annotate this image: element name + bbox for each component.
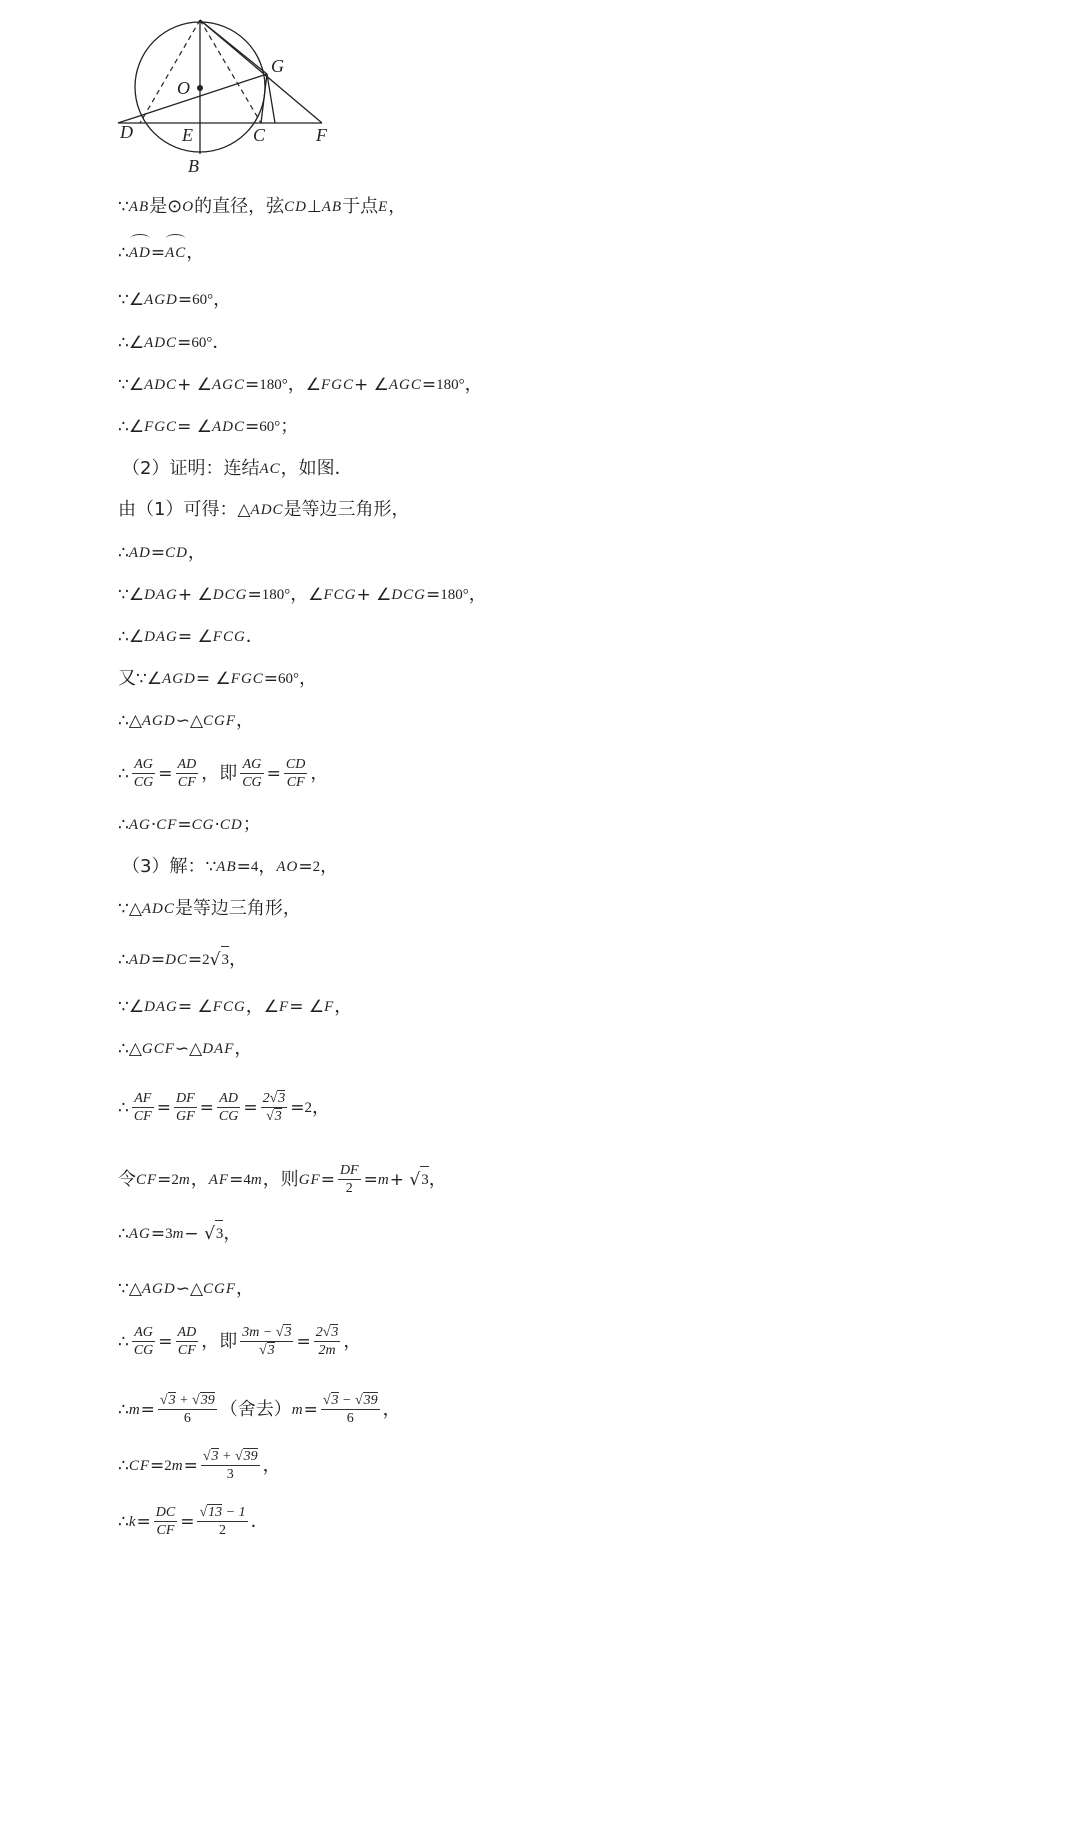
solution-line-6: （2）证明：连结 AC ，如图． [122, 458, 353, 479]
label-c: C [253, 125, 266, 145]
segment-dg [118, 74, 267, 123]
solution-line-0: ∵ AB 是⊙ O 的直径，弦 CD ⊥ AB 于点 E ， [118, 196, 407, 217]
solution-line-2: ∵∠ AGD = 60° ， [118, 289, 232, 310]
solution-line-14: ∴ AG · CF = CG · CD ； [118, 814, 261, 835]
solution-line-7: 由（1）可得： △ ADC 是等边三角形， [118, 499, 410, 520]
segment-gc [261, 74, 267, 123]
solution-line-18: ∵∠ DAG = ∠ FCG ， ∠ F = ∠ F ， [118, 996, 353, 1017]
solution-line-9: ∵∠ DAG + ∠ DCG = 180° ， ∠ FCG + ∠ DCG = 180° ， [118, 584, 487, 605]
solution-line-26: ∴ CF = 2 m = $\frac{√3 + √39}{3}$ ， [118, 1449, 281, 1482]
solution-line-17: ∴ AD = DC = 2 √ 3 ， [118, 946, 247, 973]
solution-line-24: ∴ $\frac{AG}{CG}$ = $\frac{AD}{CF}$ ，即 $\frac{3m - √3}{√3}$ = $\frac{2√3}{2m}$ ， [118, 1325, 362, 1358]
solution-line-8: ∴ AD = CD ， [118, 542, 206, 563]
solution-line-13: ∴ $\frac{AG}{CG}$ = $\frac{AD}{CF}$ ，即 $\frac{AG}{CG}$ = $\frac{CD}{CF}$ ， [118, 757, 329, 790]
label-o: O [177, 78, 190, 98]
solution-line-27: ∴ k = $\frac{DC}{CF}$ = $\frac{√13 - 1}{2}$ ． [118, 1505, 269, 1538]
solution-line-21: 令 CF = 2 m ， AF = 4 m ，则 GF = $\frac{DF}{2}$ = m + √ 3 ， [118, 1163, 447, 1196]
label-d: D [120, 122, 133, 142]
solution-line-11: 又 ∵∠ AGD = ∠ FGC = 60° ， [118, 668, 318, 689]
solution-line-16: ∵△ ADC 是等边三角形， [118, 898, 301, 919]
label-f: F [316, 125, 327, 145]
solution-line-15: （3）解： ∵ AB = 4 ， AO = 2 ， [122, 856, 339, 877]
dashed-ad [140, 20, 200, 123]
label-e: E [182, 125, 193, 145]
segment-gf [267, 74, 275, 123]
solution-line-12: ∴△ AGD ∽△ CGF ， [118, 710, 255, 731]
label-b: B [188, 156, 199, 176]
label-g: G [271, 56, 284, 76]
solution-line-10: ∴∠ DAG = ∠ FCG ． [118, 626, 264, 647]
solution-line-3: ∴∠ ADC = 60° ． [118, 332, 231, 353]
solution-line-1: ∴ AD = AC ， [118, 240, 204, 266]
solution-line-22: ∴ AG = 3 m − √ 3 ， [118, 1220, 241, 1247]
solution-line-20: ∴ $\frac{AF}{CF}$ = $\frac{DF}{GF}$ = $\frac{AD}{CG}$ = $\frac{2√3}{√3}$ = 2 ， [118, 1091, 331, 1124]
dashed-ac [200, 20, 261, 123]
circle-geometry-figure [115, 12, 345, 182]
center-point-o [197, 85, 203, 91]
solution-line-4: ∵∠ ADC + ∠ AGC = 180° ， ∠ FGC + ∠ AGC = 180° ， [118, 374, 483, 395]
solution-line-5: ∴∠ FGC = ∠ ADC = 60° ； [118, 416, 299, 437]
solution-line-25: ∴ m = $\frac{√3 + √39}{6}$ （舍去） m = $\frac{√3 - √39}{6}$ ， [118, 1393, 401, 1426]
solution-line-19: ∴△ GCF ∽△ DAF ， [118, 1038, 253, 1059]
solution-line-23: ∵△ AGD ∽△ CGF ， [118, 1278, 255, 1299]
